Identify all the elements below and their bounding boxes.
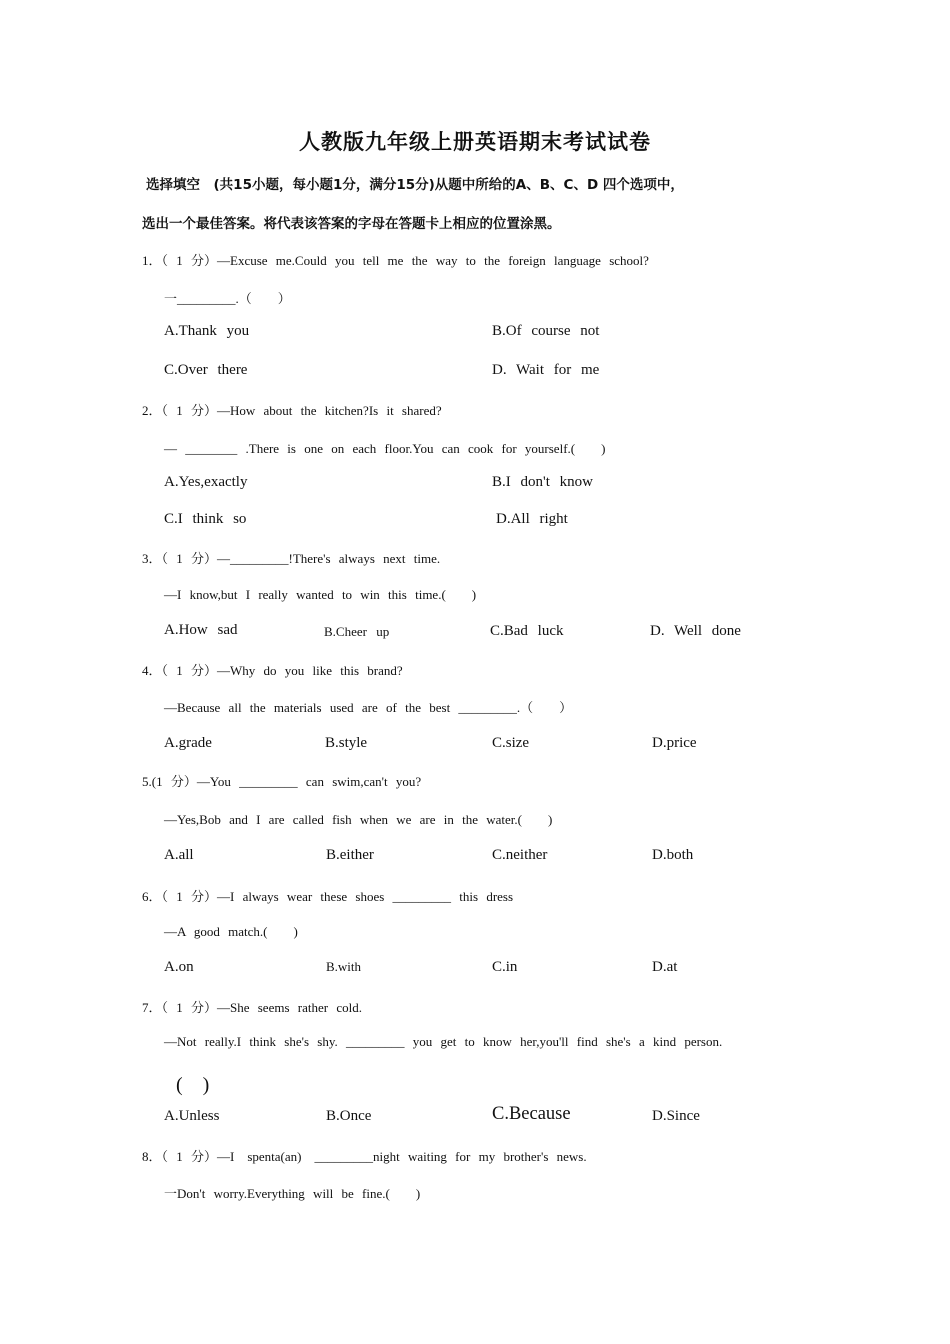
question-7-answer-bracket: ( ) (176, 1074, 210, 1096)
question-5-option-b[interactable]: B.either (326, 847, 374, 863)
question-4-option-d[interactable]: D.price (652, 735, 697, 751)
question-5-line-2: —Yes,Bob and I are called fish when we are in the water.( ) (164, 812, 553, 827)
question-6-line-2: —A good match.( ) (164, 924, 298, 939)
question-8-stem: 8．（ 1 分）—I spenta(an) _________night waiting for my brother's news. (142, 1149, 587, 1164)
question-1-option-d[interactable]: D. Wait for me (492, 362, 600, 378)
question-6-option-d[interactable]: D.at (652, 959, 678, 975)
question-7-option-a[interactable]: A.Unless (164, 1108, 220, 1124)
question-2-line-2: — ________ .There is one on each floor.You can cook for yourself.( ) (164, 441, 606, 456)
question-5-option-c[interactable]: C.neither (492, 847, 548, 863)
question-1-option-b[interactable]: B.Of course not (492, 323, 600, 339)
question-5-option-a[interactable]: A.all (164, 847, 194, 863)
question-3-option-c[interactable]: C.Bad luck (490, 623, 564, 639)
question-2-stem: 2．（ 1 分）—How about the kitchen?Is it shared? (142, 403, 442, 418)
instructions-line-2: 选出一个最佳答案。将代表该答案的字母在答题卡上相应的位置涂黑。 (142, 216, 561, 232)
question-1-option-a[interactable]: A.Thank you (164, 323, 250, 339)
question-4-line-2: —Because all the materials used are of the best _________.（ ） (164, 700, 573, 715)
question-4-stem: 4．（ 1 分）—Why do you like this brand? (142, 663, 403, 678)
instructions-line-1: 选择填空 (共15小题，每小题1分，满分15分)从题中所给的A、B、C、D 四个选项中， (146, 177, 684, 193)
question-7-option-b[interactable]: B.Once (326, 1108, 372, 1124)
question-7-option-c[interactable]: C.Because (492, 1104, 571, 1124)
question-6-option-c[interactable]: C.in (492, 959, 518, 975)
question-8-line-2: 一Don't worry.Everything will be fine.( ) (164, 1186, 421, 1201)
question-1-option-c[interactable]: C.Over there (164, 362, 248, 378)
question-4-option-b[interactable]: B.style (325, 735, 368, 751)
page-title: 人教版九年级上册英语期末考试试卷 (299, 130, 651, 154)
question-7-option-d[interactable]: D.Since (652, 1108, 700, 1124)
question-2-option-d[interactable]: D.All right (496, 511, 568, 527)
question-5-option-d[interactable]: D.both (652, 847, 694, 863)
question-3-option-d[interactable]: D. Well done (650, 623, 741, 639)
question-3-stem: 3．（ 1 分）—_________!There's always next time. (142, 551, 441, 566)
question-6-option-b[interactable]: B.with (326, 959, 362, 974)
question-4-option-a[interactable]: A.grade (164, 735, 212, 751)
question-3-option-a[interactable]: A.How sad (164, 622, 238, 638)
question-5-stem: 5.(1 分）—You _________ can swim,can't you? (142, 774, 422, 789)
question-7-line-2: —Not really.I think she's shy. _________ you get to know her,you'll find she's a kind person. (164, 1034, 723, 1049)
question-7-stem: 7．（ 1 分）—She seems rather cold. (142, 1000, 362, 1015)
question-2-option-a[interactable]: A.Yes,exactly (164, 474, 248, 490)
question-1-stem: 1．（ 1 分）—Excuse me.Could you tell me the way to the foreign language school? (142, 253, 649, 268)
question-6-stem: 6．（ 1 分）—I always wear these shoes _________ this dress (142, 889, 514, 904)
question-3-line-2: —I know,but I really wanted to win this time.( ) (164, 587, 477, 602)
question-6-option-a[interactable]: A.on (164, 959, 194, 975)
question-2-option-c[interactable]: C.I think so (164, 511, 247, 527)
question-4-option-c[interactable]: C.size (492, 735, 530, 751)
question-3-option-b[interactable]: B.Cheer up (324, 624, 390, 639)
question-2-option-b[interactable]: B.I don't know (492, 474, 593, 490)
question-1-line-2: 一_________.（ ） (164, 291, 291, 306)
